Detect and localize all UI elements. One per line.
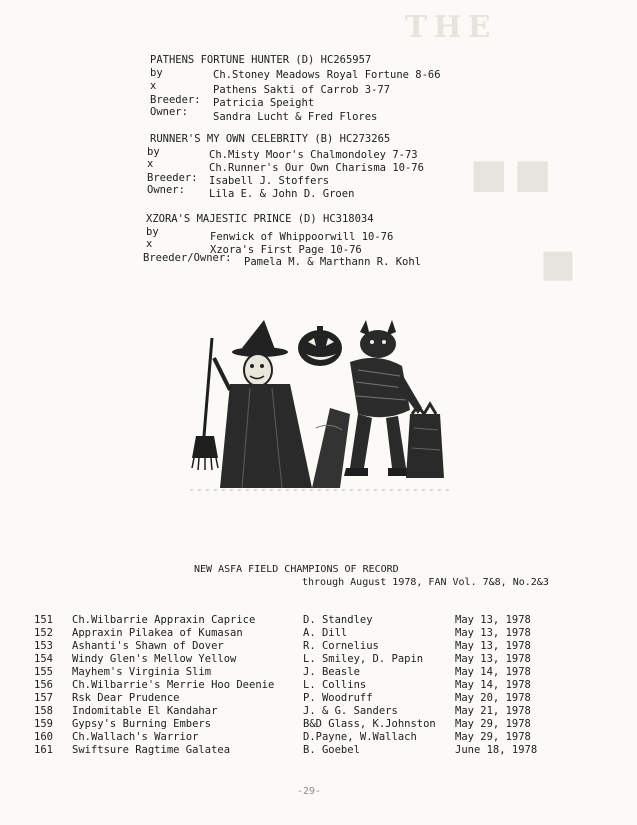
champion-date: May 20, 1978: [455, 692, 531, 704]
table-row: [0, 666, 637, 679]
champion-number: 160: [34, 731, 53, 743]
entry-value: Isabell J. Stoffers: [209, 175, 330, 187]
page-number: -29-: [297, 786, 322, 797]
entry-value: Xzora's First Page 10-76: [210, 244, 362, 256]
champion-owner: A. Dill: [303, 627, 348, 639]
champion-name: Appraxin Pilakea of Kumasan: [72, 627, 243, 639]
champion-owner: B&D Glass, K.Johnston: [303, 718, 436, 730]
bleed-through-mark: THE: [405, 10, 497, 45]
table-row: [0, 705, 637, 718]
champion-date: May 13, 1978: [455, 640, 531, 652]
champion-number: 155: [34, 666, 53, 678]
entry-label: by: [146, 226, 159, 238]
table-row: [0, 640, 637, 653]
entry-value: Pathens Sakti of Carrob 3-77: [213, 84, 391, 96]
champion-owner: D. Standley: [303, 614, 373, 626]
champion-owner: B. Goebel: [303, 744, 360, 756]
entry-label: by: [147, 146, 160, 158]
champion-date: May 14, 1978: [455, 666, 531, 678]
entry-label: by: [150, 67, 163, 79]
champion-owner: J. & G. Sanders: [303, 705, 398, 717]
table-row: [0, 614, 637, 627]
entry-label: Owner:: [147, 184, 185, 196]
table-row: [0, 653, 637, 666]
entry-value: Patricia Speight: [213, 97, 315, 109]
table-row: [0, 627, 637, 640]
table-row: [0, 692, 637, 705]
bleed-through-mark: ■: [540, 240, 582, 285]
entry-title: XZORA'S MAJESTIC PRINCE (D) HC318034: [146, 213, 374, 225]
champion-name: Rsk Dear Prudence: [72, 692, 180, 704]
champions-heading: NEW ASFA FIELD CHAMPIONS OF RECORD: [194, 564, 399, 575]
champion-name: Gypsy's Burning Embers: [72, 718, 212, 730]
broom-icon: [192, 338, 218, 470]
table-row: [0, 679, 637, 692]
champion-date: May 29, 1978: [455, 718, 531, 730]
champion-owner: L. Collins: [303, 679, 367, 691]
champion-number: 161: [34, 744, 53, 756]
table-row: [0, 744, 637, 757]
treat-bag-icon: [406, 404, 444, 478]
champion-name: Mayhem's Virginia Slim: [72, 666, 212, 678]
champion-number: 158: [34, 705, 53, 717]
entry-value: Fenwick of Whippoorwill 10-76: [210, 231, 394, 243]
entry-label: Breeder/Owner:: [143, 252, 232, 264]
champion-date: May 13, 1978: [455, 653, 531, 665]
table-row: [0, 718, 637, 731]
champions-subheading: through August 1978, FAN Vol. 7&8, No.2&3: [302, 577, 549, 588]
champion-owner: P. Woodruff: [303, 692, 373, 704]
entry-label: x: [150, 80, 157, 92]
champion-number: 152: [34, 627, 53, 639]
champion-name: Swiftsure Ragtime Galatea: [72, 744, 231, 756]
entry-title: RUNNER'S MY OWN CELEBRITY (B) HC273265: [150, 133, 391, 145]
bleed-through-mark: ■■: [470, 150, 558, 197]
entry-value: Sandra Lucht & Fred Flores: [213, 111, 378, 123]
champion-date: May 21, 1978: [455, 705, 531, 717]
entry-value: Ch.Stoney Meadows Royal Fortune 8-66: [213, 69, 441, 81]
table-row: [0, 731, 637, 744]
entry-value: Ch.Runner's Our Own Charisma 10-76: [209, 162, 424, 174]
champion-number: 154: [34, 653, 53, 665]
champion-date: May 29, 1978: [455, 731, 531, 743]
champion-number: 153: [34, 640, 53, 652]
champion-date: May 14, 1978: [455, 679, 531, 691]
champion-date: June 18, 1978: [455, 744, 538, 756]
entry-label: Owner:: [150, 106, 188, 118]
halloween-woodcut-illustration: [190, 318, 450, 498]
entry-label: x: [146, 238, 153, 250]
entry-value: Ch.Misty Moor's Chalmondoley 7-73: [209, 149, 418, 161]
champion-name: Indomitable El Kandahar: [72, 705, 218, 717]
champion-owner: L. Smiley, D. Papin: [303, 653, 424, 665]
entry-value: Lila E. & John D. Groen: [209, 188, 355, 200]
entry-value: Pamela M. & Marthann R. Kohl: [244, 256, 422, 268]
champion-date: May 13, 1978: [455, 627, 531, 639]
entry-label: Breeder:: [150, 94, 201, 106]
champion-name: Ch.Wilbarrie Appraxin Caprice: [72, 614, 256, 626]
champion-owner: D.Payne, W.Wallach: [303, 731, 417, 743]
entry-title: PATHENS FORTUNE HUNTER (D) HC265957: [150, 54, 372, 66]
champion-number: 151: [34, 614, 53, 626]
champion-number: 156: [34, 679, 53, 691]
entry-label: x: [147, 158, 154, 170]
champion-number: 157: [34, 692, 53, 704]
champion-date: May 13, 1978: [455, 614, 531, 626]
champion-name: Windy Glen's Mellow Yellow: [72, 653, 237, 665]
champion-owner: J. Beasle: [303, 666, 360, 678]
champion-owner: R. Cornelius: [303, 640, 379, 652]
champion-number: 159: [34, 718, 53, 730]
champion-name: Ashanti's Shawn of Dover: [72, 640, 224, 652]
champion-name: Ch.Wallach's Warrior: [72, 731, 199, 743]
champion-name: Ch.Wilbarrie's Merrie Hoo Deenie: [72, 679, 275, 691]
jack-o-lantern-icon: [298, 326, 342, 366]
entry-label: Breeder:: [147, 172, 198, 184]
